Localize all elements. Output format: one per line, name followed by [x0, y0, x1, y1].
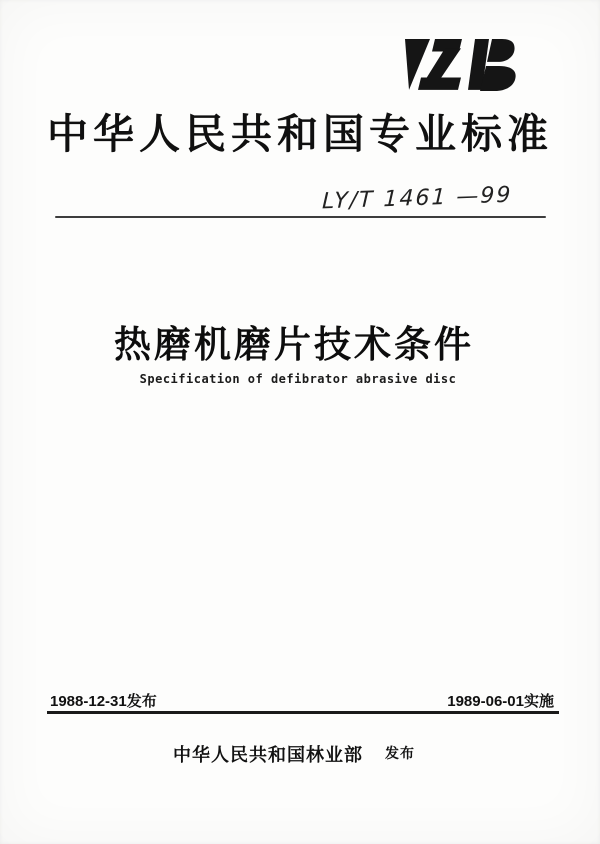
publisher-row [0, 741, 588, 767]
document-title-cn: 热磨机磨片技术条件 [114, 324, 474, 365]
logo-z-bottombar-shape [418, 77, 461, 89]
standard-number-handwritten: LY/T 1461 —99 [321, 182, 513, 215]
issue-date: 1988-12-31 [50, 693, 127, 710]
header-divider-line [55, 216, 546, 218]
national-standard-heading: 中华人民共和国专业标准 [47, 111, 553, 157]
issue-date-group [50, 690, 157, 711]
logo-b-lower-bowl-shape [480, 66, 516, 91]
publisher-name: 中华人民共和国林业部 [173, 745, 363, 765]
footer-divider-line [47, 711, 559, 714]
zb-standard-logo-icon [398, 38, 518, 92]
issue-label: 发布 [126, 693, 157, 710]
effective-date: 1989-06-01 [447, 693, 524, 710]
date-row [50, 690, 554, 711]
publisher-action-label: 发布 [385, 745, 415, 761]
effective-label: 实施 [523, 693, 554, 710]
logo-b-upper-bowl-shape [487, 39, 515, 62]
document-title-en: Specification of defibrator abrasive disc [139, 372, 457, 386]
effective-date-group [447, 690, 554, 711]
